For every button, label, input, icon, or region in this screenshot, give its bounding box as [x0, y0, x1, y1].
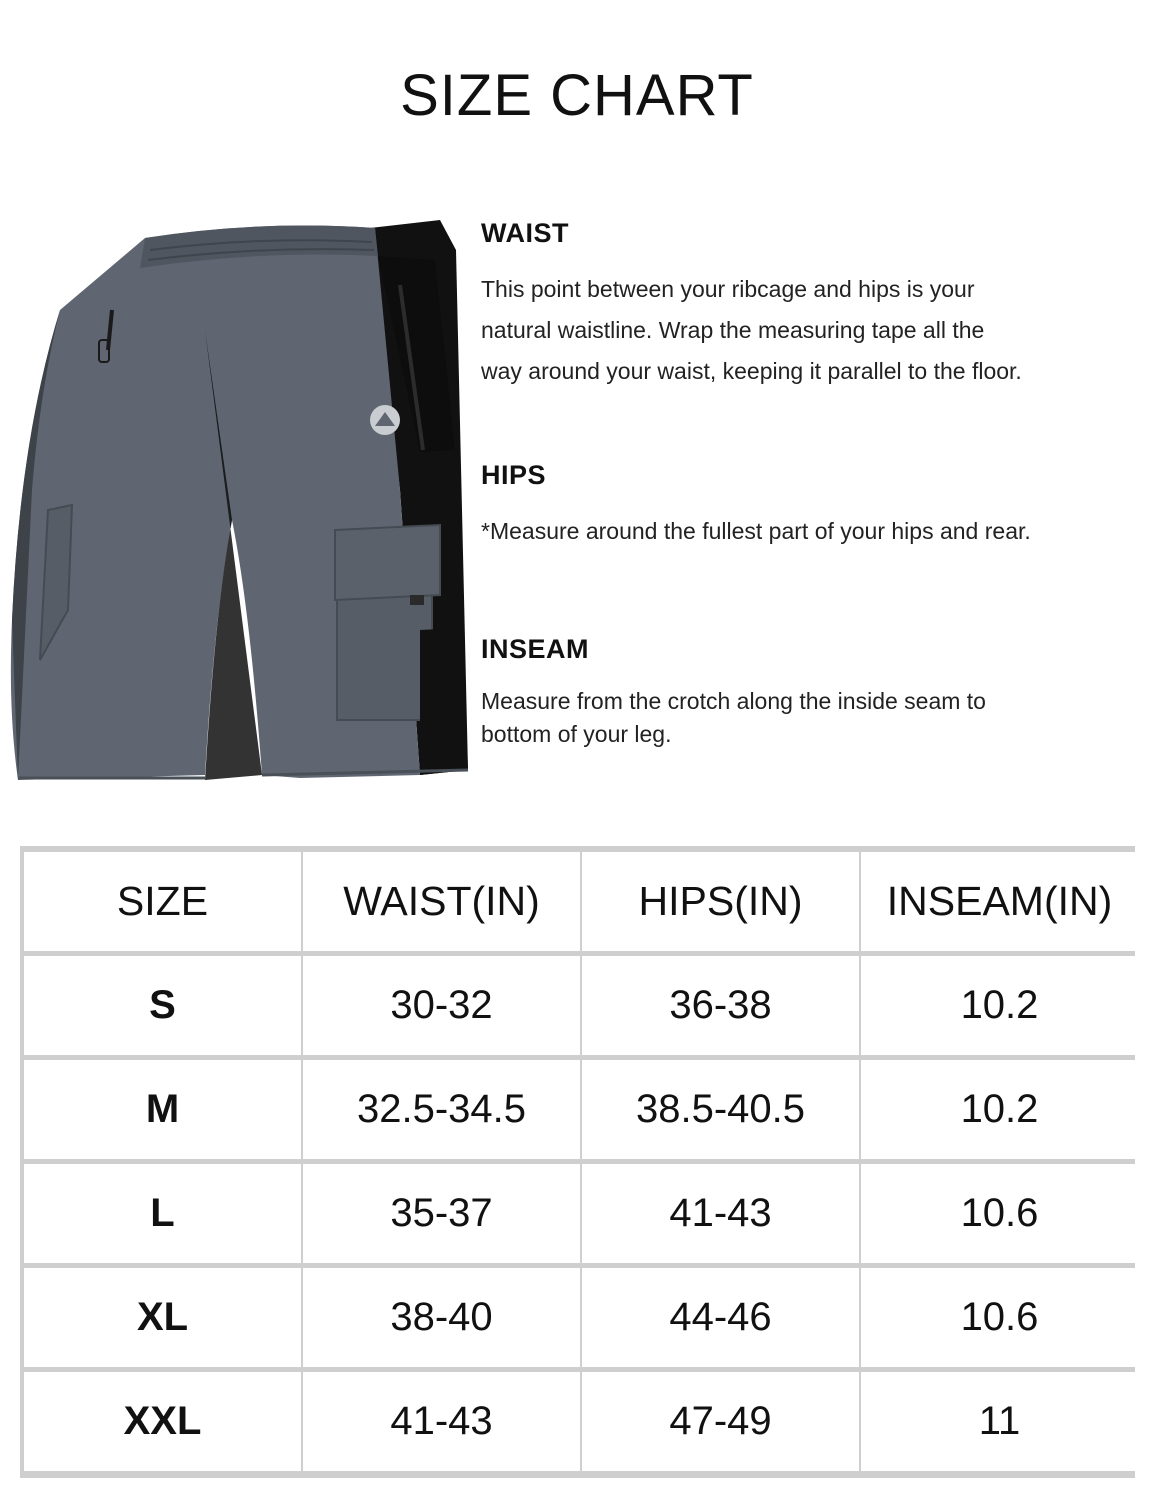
row-m-size: M — [24, 1060, 301, 1159]
inseam-heading: INSEAM — [481, 634, 590, 664]
row-xl-size: XL — [24, 1268, 301, 1367]
header-hips: HIPS(IN) — [582, 852, 859, 951]
inseam-description — [481, 685, 1131, 751]
row-s-size: S — [24, 956, 301, 1055]
row-xxl-inseam: 11 — [861, 1372, 1138, 1471]
header-size: SIZE — [24, 852, 301, 951]
row-l-waist: 35-37 — [303, 1164, 580, 1263]
row-s-hips: 36-38 — [582, 956, 859, 1055]
header-inseam: INSEAM(IN) — [861, 852, 1138, 951]
page-title: SIZE CHART — [400, 63, 754, 128]
size-table — [20, 846, 1135, 1478]
hips-description-line: *Measure around the fullest part of your hips and rear. — [481, 518, 1031, 544]
row-xxl-size: XXL — [24, 1372, 301, 1471]
waist-description-line: natural waistline. Wrap the measuring tape all the — [481, 317, 985, 343]
row-m-waist: 32.5-34.5 — [303, 1060, 580, 1159]
hips-section — [481, 460, 1131, 552]
row-m-hips: 38.5-40.5 — [582, 1060, 859, 1159]
row-l-hips: 41-43 — [582, 1164, 859, 1263]
row-xl-waist: 38-40 — [303, 1268, 580, 1367]
hips-heading: HIPS — [481, 460, 547, 490]
waist-section — [481, 218, 1131, 392]
waist-description-line: way around your waist, keeping it parallel to the floor. — [481, 358, 1022, 384]
waist-description-line: This point between your ribcage and hips is your — [481, 276, 975, 302]
row-l-size: L — [24, 1164, 301, 1263]
row-m-inseam: 10.2 — [861, 1060, 1138, 1159]
row-s-waist: 30-32 — [303, 956, 580, 1055]
product-image — [0, 190, 470, 790]
row-xxl-hips: 47-49 — [582, 1372, 859, 1471]
row-xxl-waist: 41-43 — [303, 1372, 580, 1471]
waist-description — [481, 269, 1131, 392]
row-xl-inseam: 10.6 — [861, 1268, 1138, 1367]
inseam-description-line: bottom of your leg. — [481, 721, 672, 747]
inseam-section — [481, 634, 1131, 751]
row-xl-hips: 44-46 — [582, 1268, 859, 1367]
row-l-inseam: 10.6 — [861, 1164, 1138, 1263]
hips-description — [481, 511, 1131, 552]
row-s-inseam: 10.2 — [861, 956, 1138, 1055]
header-waist: WAIST(IN) — [303, 852, 580, 951]
inseam-description-line: Measure from the crotch along the inside seam to — [481, 688, 986, 714]
waist-heading: WAIST — [481, 218, 569, 248]
